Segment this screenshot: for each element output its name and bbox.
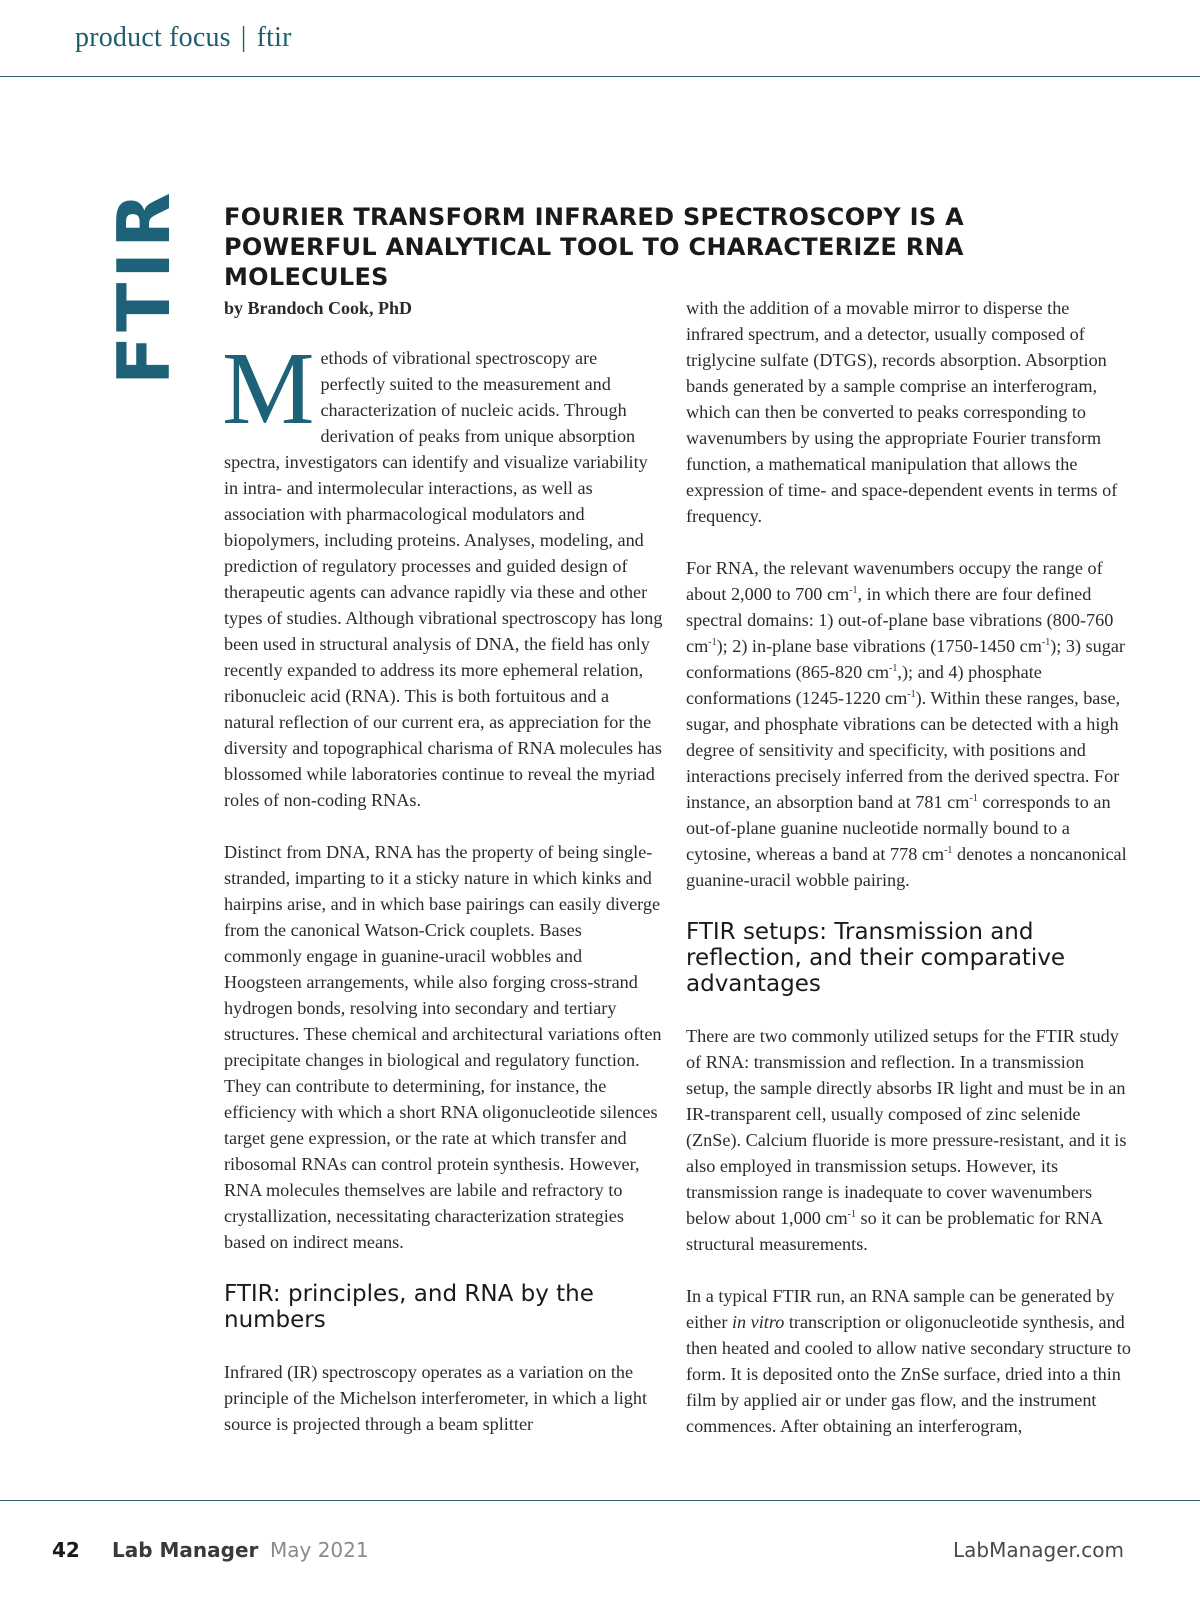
paragraph: with the addition of a movable mirror to disperse the infrared spectrum, and a detector, usually composed of triglycine sulfate (DTGS), records absorption. Absorption bands generated by a sample comprise an interferogram, which can then be converted to peaks corresponding to wavenumbers by using the appropriate Fourier transform function, a mathematical manipulation that allows the expression of time- and space-dependent events in terms of frequency. (686, 298, 1118, 526)
paragraph: Infrared (IR) spectroscopy operates as a variation on the principle of the Michelson interferometer, in which a light source is projected through a beam splitter (224, 1362, 648, 1434)
footer-divider (0, 1500, 1200, 1501)
magazine-name: Lab Manager (112, 1538, 259, 1562)
vertical-section-label: FTIR (102, 188, 186, 385)
article-column-right (686, 295, 1131, 1465)
drop-cap: M (222, 331, 315, 446)
article-column-left (224, 295, 664, 1463)
page-number: 42 (52, 1538, 80, 1562)
article-headline: FOURIER TRANSFORM INFRARED SPECTROSCOPY IS A POWERFUL ANALYTICAL TOOL TO CHARACTERIZE RNA MOLECULES (224, 203, 964, 291)
website-link: LabManager.com (953, 1538, 1124, 1562)
paragraph: In a typical FTIR run, an RNA sample can be generated by either in vitro transcription or oligonucleotide synthesis, and then heated and cooled to allow native secondary structure to form. It is deposited onto the ZnSe surface, dried into a thin film by applied air or under gas flow, and the instrument commences. After obtaining an interferogram, (686, 1286, 1131, 1436)
section-topic: ftir (256, 22, 292, 53)
paragraph: Distinct from DNA, RNA has the property of being single-stranded, imparting to it a sticky nature in which kinks and hairpins arise, and in which base pairings can easily diverge from the canonical Watson-Crick couplets. Bases commonly engage in guanine-uracil wobbles and Hoogsteen arrangements, while also forging cross-strand hydrogen bonds, resolving into secondary and tertiary structures. These chemical and architectural variations often precipitate changes in biological and regulatory function. They can contribute to determining, for instance, the efficiency with which a short RNA oligonucleotide silences target gene expression, or the rate at which transfer and ribosomal RNAs can control protein synthesis. However, RNA molecules themselves are labile and refractory to crystallization, necessitating characterization strategies based on indirect means. (224, 842, 662, 1252)
paragraph: There are two commonly utilized setups for the FTIR study of RNA: transmission and reflection. In a transmission setup, the sample directly absorbs IR light and must be in an IR-transparent cell, usually composed of zinc selenide (ZnSe). Calcium fluoride is more pressure-resistant, and it is also employed in transmission setups. However, its transmission range is inadequate to cover wavenumbers below about 1,000 $cm^{-1}$ so it can be problematic for RNA structural measurements. (686, 1026, 1127, 1254)
page-footer (52, 1538, 1124, 1568)
header-separator: | (240, 22, 247, 53)
section-name: product focus (75, 22, 231, 53)
issue-date: May 2021 (270, 1538, 369, 1562)
section-subheading: FTIR: principles, and RNA by the numbers (224, 1281, 594, 1333)
article-byline: by Brandoch Cook, PhD (224, 298, 413, 318)
paragraph (222, 331, 664, 813)
section-header (75, 22, 292, 54)
section-subheading: FTIR setups: Transmission and reflection, and their comparative advantages (686, 919, 1066, 997)
page-header (0, 0, 1200, 77)
paragraph: For RNA, the relevant wavenumbers occupy the range of about 2,000 to 700 $cm^{-1}$, in which there are four defined spectral domains: 1) out-of-plane base vibrations (800-760 $cm^{-1}$); 2) in-plane base vibrations (1750-1450 $cm^{-1}$); 3) sugar conformations (865-820 $cm^{-1}$,); and 4) phosphate conformations (1245-1220 $cm^{-1}$). Within these ranges, base, sugar, and phosphate vibrations can be detected with a high degree of sensitivity and specificity, with positions and interactions precisely inferred from the derived spectra. For instance, an absorption band at 781 $cm^{-1}$ corresponds to an out-of-plane guanine nucleotide normally bound to a cytosine, whereas a band at 778 $cm^{-1}$ denotes a noncanonical guanine-uracil wobble pairing. (686, 558, 1127, 890)
paragraph-text: ethods of vibrational spectroscopy are perfectly suited to the measurement and characterization of nucleic acids. Through derivation of peaks from unique absorption spectra, investigators can identify and visualize variability in intra- and intermolecular interactions, as well as association with pharmacological modulators and biopolymers, including proteins. Analyses, modeling, and prediction of regulatory processes and guided design of therapeutic agents can advance rapidly via these and other types of studies. Although vibrational spectroscopy has long been used in structural analysis of DNA, the field has only recently expanded to address its more ephemeral relation, ribonucleic acid (RNA). This is both fortuitous and a natural reflection of our current era, as appreciation for the diversity and topographical charisma of RNA molecules has blossomed while laboratories continue to reveal the myriad roles of non-coding RNAs. (224, 348, 663, 810)
